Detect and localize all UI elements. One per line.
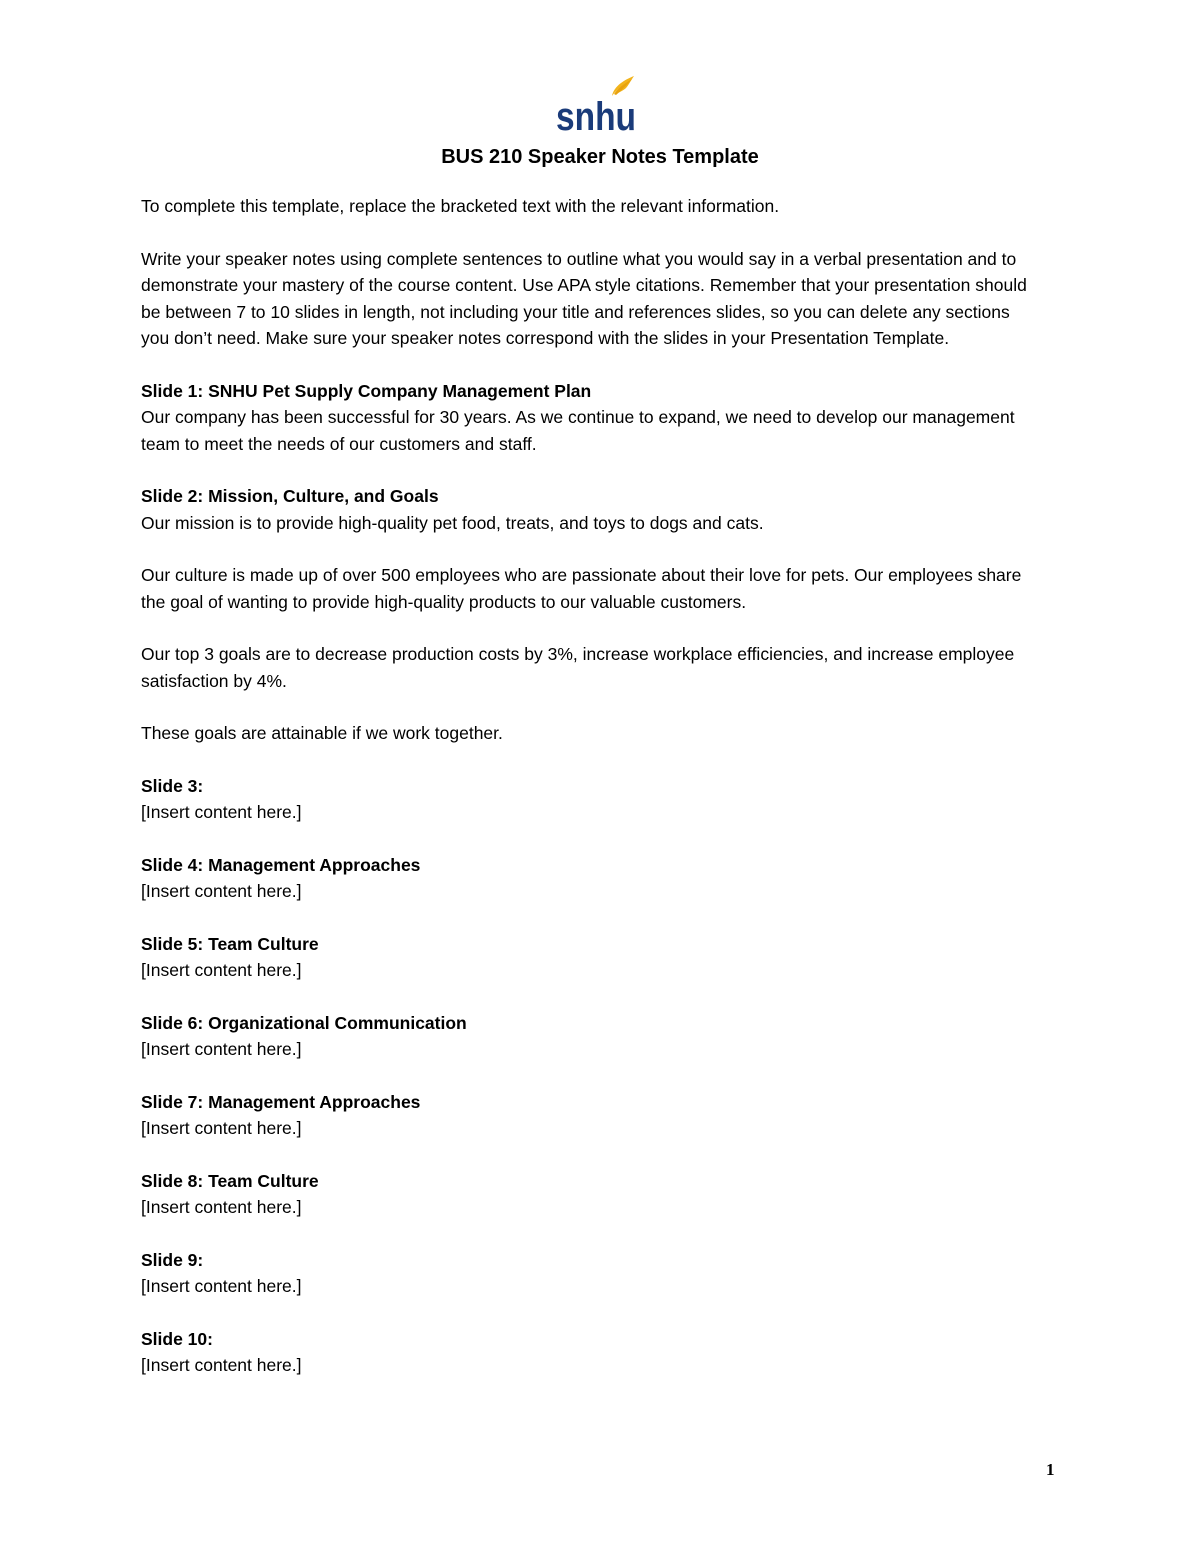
slide-content: [Insert content here.] [141,1197,302,1217]
slide-heading: Slide 9: [141,1249,204,1270]
slide-content: [Insert content here.] [141,960,302,980]
snhu-logo [554,74,640,139]
slide-section [141,852,1041,905]
logo-wordmark: snhu [556,95,636,139]
slide-heading: Slide 3: [141,775,204,796]
slide-section [141,1326,1041,1379]
slide-section [141,931,1041,984]
slide-section [141,1168,1041,1221]
slide-heading: Slide 8: Team Culture [141,1170,319,1191]
slide-heading: Slide 2: Mission, Culture, and Goals [141,486,439,506]
slide-content: Our top 3 goals are to decrease production costs by 3%, increase workplace efficiencies, and increase employee satisfaction by 4%. [141,644,1015,691]
slides-list [141,378,1041,1379]
slide-heading: Slide 1: SNHU Pet Supply Company Management Plan [141,380,592,401]
page-number: 1 [1046,1460,1055,1479]
slide-content: [Insert content here.] [141,881,302,901]
slide-section [141,378,1041,458]
slide-content: [Insert content here.] [141,802,302,822]
slide-content: [Insert content here.] [141,1039,302,1059]
slide-content: [Insert content here.] [141,1276,302,1296]
slide-heading: Slide 5: Team Culture [141,933,319,954]
document-title: BUS 210 Speaker Notes Template [441,146,759,168]
slide-content: Our mission is to provide high-quality pet food, treats, and toys to dogs and cats. [141,512,764,533]
intro-paragraph: To complete this template, replace the bracketed text with the relevant information. [141,196,780,216]
slide-section [141,1089,1041,1142]
slide-content: Our culture is made up of over 500 employees who are passionate about their love for pets. Our employees share the goal of wanting to provide high-quality products to our valuable customers. [141,565,1022,612]
slide-section [141,773,1041,826]
slide-content: [Insert content here.] [141,1355,302,1375]
slide-section [141,1247,1041,1300]
slide-heading: Slide 4: Management Approaches [141,854,421,875]
slide-content: [Insert content here.] [141,1118,302,1138]
slide-section [141,483,1041,747]
slide-section [141,1010,1041,1063]
instructions-paragraph: Write your speaker notes using complete sentences to outline what you would say in a verbal presentation and to demonstrate your mastery of the course content. Use APA style citations. Remember that your presentation should be between 7 to 10 slides in length, not including your title and references slides, so you can delete any sections you don’t need. Make sure your speaker notes correspond with the slides in your Presentation Template. [141,248,1027,348]
slide-heading: Slide 7: Management Approaches [141,1091,421,1112]
slide-content: Our company has been successful for 30 years. As we continue to expand, we need to develop our management team to meet the needs of our customers and staff. [141,407,1015,454]
slide-heading: Slide 6: Organizational Communication [141,1012,467,1033]
document-body [141,193,1041,1405]
slide-content: These goals are attainable if we work together. [141,723,503,743]
slide-heading: Slide 10: [141,1328,213,1349]
